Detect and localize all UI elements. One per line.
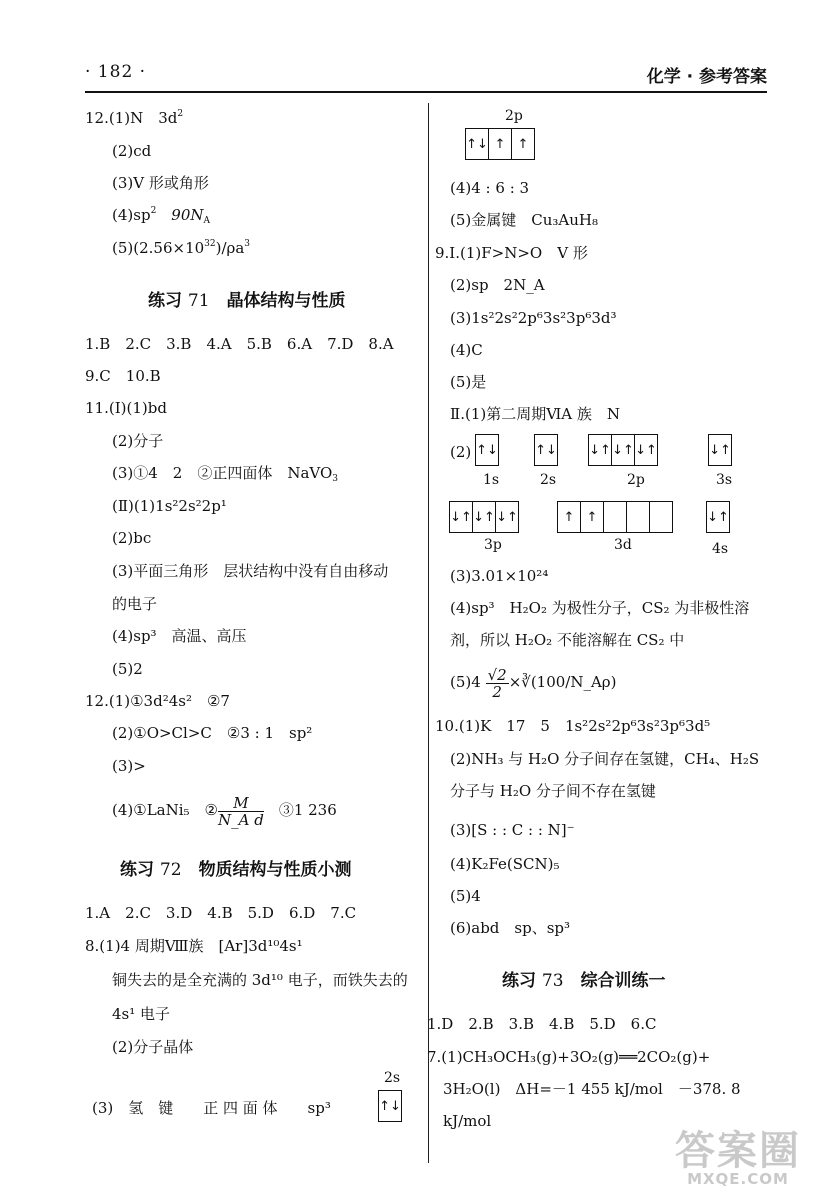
q10-line1: 10.(1)K 17 5 1s²2s²2p⁶3s²3p⁶3d⁵	[435, 717, 711, 735]
orbital-label-3s: 3s	[716, 472, 733, 488]
orbital-cell: ↓↑	[707, 509, 729, 525]
q9-line10: 剂，所以 H₂O₂ 不能溶解在 CS₂ 中	[450, 631, 685, 649]
q12-line2: (2)cd	[112, 142, 152, 160]
orbital-label-2p: 2p	[627, 472, 645, 488]
ans71-line15: (4)①LaNi₅ ② $\frac{M}{\text{N\_A d}}$ ③1 236	[112, 793, 337, 829]
orbital-label-1s: 1s	[483, 472, 500, 488]
ans71-line13: (2)①O>Cl>C ②3 : 1 sp²	[112, 724, 313, 742]
q12-line4: $(4)sp^2$ $90N_A$	[112, 206, 211, 226]
page-header	[85, 58, 767, 90]
section-72-heading: 练习 72 物质结构与性质小测	[120, 860, 352, 880]
orbital-cell: ↑	[558, 502, 581, 532]
section-71-heading: 练习 71 晶体结构与性质	[148, 291, 346, 311]
q9-line9: (4)sp³ H₂O₂ 为极性分子，CS₂ 为非极性溶	[450, 599, 750, 617]
ans72-line1: 1.A 2.C 3.D 4.B 5.D 6.D 7.C	[85, 904, 357, 922]
ans72-line3: 铜失去的是全充满的 3d¹⁰ 电子，而铁失去的	[112, 971, 408, 989]
orbital-cell: ↓↑	[589, 435, 612, 465]
orbital-cell: ↓↑	[450, 502, 473, 532]
ans71-line9: 的电子	[112, 595, 158, 613]
ans71-line10: (4)sp³ 高温、高压	[112, 627, 247, 645]
ans71-line3: 11.(Ⅰ)(1)bd	[85, 399, 167, 417]
orbital-cell: ↑↓	[535, 442, 557, 458]
orbital-box-2p	[588, 434, 658, 466]
sqrt2-fraction: $\frac{√2}{2}$	[487, 665, 507, 701]
orbital-box-2s-left	[378, 1090, 402, 1122]
ans73-line1: 1.D 2.B 3.B 4.B 5.D 6.C	[427, 1015, 657, 1033]
orbital-cell: ↓↑	[709, 442, 731, 458]
orbital-label-2s: 2s	[540, 472, 557, 488]
q9-line7-prefix: (2)	[450, 443, 472, 461]
orbital-cell: ↓↑	[473, 502, 496, 532]
q9-line1: 9.Ⅰ.(1)F>N>O V 形	[435, 244, 588, 262]
orbital-box-4s	[706, 501, 730, 533]
ans71-line6: (Ⅱ)(1)1s²2s²2p¹	[112, 497, 227, 515]
orbital-cell: ↑↓	[379, 1098, 401, 1114]
q12-line1: 12.(1)N $3d^2$	[85, 109, 184, 127]
orbital-cell	[627, 502, 650, 532]
top-line1: (4)4 : 6 : 3	[450, 179, 530, 197]
orbital-box-1s	[475, 434, 499, 466]
orbital-box-2p-top	[465, 128, 535, 160]
ans71-line1: 1.B 2.C 3.B 4.A 5.B 6.A 7.D 8.A	[85, 335, 394, 353]
q9-line3: (3)1s²2s²2p⁶3s²3p⁶3d³	[450, 309, 617, 327]
orbital-label-2p-top: 2p	[505, 108, 523, 124]
ans71-line12: 12.(1)①3d²4s² ②7	[85, 692, 230, 710]
q10-line2: (2)NH₃ 与 H₂O 分子间存在氢键，CH₄、H₂S	[450, 750, 760, 768]
q9-line2: (2)sp 2N_A	[450, 276, 545, 294]
q12-line3: (3)V 形或角形	[112, 174, 209, 192]
orbital-label-3p: 3p	[484, 537, 502, 553]
ans72-line4: 4s¹ 电子	[112, 1005, 171, 1023]
ans71-line14: (3)>	[112, 757, 146, 775]
molar-fraction: $\frac{M}{\text{N\_A d}}$	[217, 793, 264, 829]
q12-line5: $(5)(2.56\times 10^{32})/\rho a^3$	[112, 239, 251, 257]
orbital-label-2s-left: 2s	[384, 1070, 401, 1086]
q9-line4: (4)C	[450, 341, 483, 359]
ans71-line11: (5)2	[112, 660, 143, 678]
section-73-heading: 练习 73 综合训练一	[502, 971, 666, 991]
orbital-box-2s	[534, 434, 558, 466]
orbital-cell: ↑	[581, 502, 604, 532]
q9-line8: (3)3.01×10²⁴	[450, 567, 549, 585]
orbital-cell	[604, 502, 627, 532]
orbital-box-3s	[708, 434, 732, 466]
top-line2: (5)金属键 Cu₃AuH₈	[450, 211, 598, 229]
orbital-cell: ↓↑	[496, 509, 518, 525]
q9-line6: Ⅱ.(1)第二周期ⅥA 族 N	[450, 405, 621, 423]
orbital-cell: ↓↑	[635, 442, 657, 458]
q10-line3: 分子与 H₂O 分子间不存在氢键	[450, 782, 656, 800]
ans73-line3: 3H₂O(l) ΔH=－1 455 kJ/mol －378. 8	[443, 1080, 741, 1098]
orbital-cell: ↓↑	[612, 435, 635, 465]
orbital-box-3p	[449, 501, 519, 533]
orbital-cell: ↑↓	[466, 129, 489, 159]
ans73-line4: kJ/mol	[443, 1112, 492, 1130]
watermark-logo: 答案圈 MXQE.COM	[675, 1128, 801, 1188]
ans72-line2: 8.(1)4 周期Ⅷ族 [Ar]3d¹⁰4s¹	[85, 937, 303, 955]
orbital-cell: ↑	[489, 129, 512, 159]
orbital-label-3d: 3d	[614, 537, 632, 553]
orbital-cell: ↑↓	[476, 442, 498, 458]
orbital-cell: ↑	[517, 136, 529, 152]
orbital-box-3d	[557, 501, 673, 533]
ans71-line2: 9.C 10.B	[85, 367, 161, 385]
orbital-cell	[650, 502, 672, 532]
q9-line11: (5)4 $\frac{√2}{2}$ ×∛(100/N_Aρ)	[450, 665, 617, 701]
orbital-label-4s: 4s	[712, 541, 729, 557]
ans72-line5: (2)分子晶体	[112, 1038, 194, 1056]
ans71-line7: (2)bc	[112, 529, 152, 547]
q10-line6: (5)4	[450, 887, 481, 905]
header-rule	[85, 91, 767, 93]
header-title: 化学 · 参考答案	[646, 67, 767, 87]
page-number: · 182 ·	[85, 62, 147, 82]
q9-line5: (5)是	[450, 373, 487, 391]
column-divider	[428, 103, 429, 1163]
ans71-line5: (3)①4 2 ②正四面体 NaVO$_3$	[112, 464, 339, 484]
q10-line4: (3)[S : : C : : N]⁻	[450, 821, 575, 839]
q10-line5: (4)K₂Fe(SCN)₅	[450, 855, 560, 873]
ans71-line8: (3)平面三角形 层状结构中没有自由移动	[112, 562, 389, 580]
ans72-line6: (3) 氢 键 正 四 面 体 sp³	[92, 1099, 331, 1117]
ans71-line4: (2)分子	[112, 432, 164, 450]
ans73-line2: 7.(1)CH₃OCH₃(g)+3O₂(g)══2CO₂(g)+	[427, 1048, 711, 1066]
q10-line7: (6)abd sp、sp³	[450, 919, 571, 937]
